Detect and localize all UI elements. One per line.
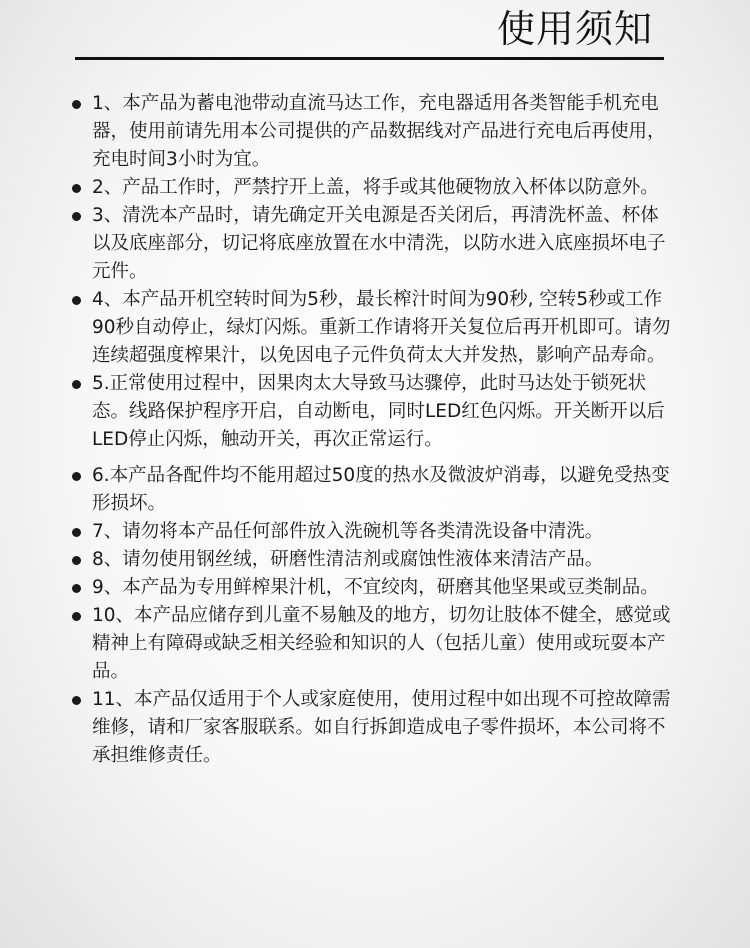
notice-text: 2、产品工作时，严禁拧开上盖，将手或其他硬物放入杯体以防意外。 [92, 177, 659, 198]
bullet-icon [72, 184, 81, 193]
notice-text: 9、本产品为专用鲜榨果汁机，不宜绞肉，研磨其他坚果或豆类制品。 [92, 577, 659, 598]
bullet-icon [72, 556, 81, 565]
bullet-icon [72, 612, 81, 621]
notice-item-10 [70, 602, 675, 686]
notice-text: 3、清洗本产品时，请先确定开关电源是否关闭后，再清洗杯盖、杯体以及底座部分，切记将底座放置在水中清洗，以防水进入底座损坏电子元件。 [92, 205, 666, 282]
title-divider [75, 57, 664, 60]
notice-text: 7、请勿将本产品任何部件放入洗碗机等各类清洗设备中清洗。 [92, 521, 604, 542]
bullet-icon [72, 380, 81, 389]
notice-item-3 [70, 202, 675, 286]
notice-text: 1、本产品为蓄电池带动直流马达工作，充电器适用各类智能手机充电器，使用前请先用本公司提供的产品数据线对产品进行充电后再使用，充电时间3小时为宜。 [92, 93, 666, 170]
bullet-icon [72, 472, 81, 481]
notice-item-4 [70, 286, 675, 370]
notice-item-11 [70, 686, 675, 770]
page-title: 使用须知 [496, 7, 653, 51]
bullet-icon [72, 584, 81, 593]
bullet-icon [72, 100, 81, 109]
notice-text: 10、本产品应储存到儿童不易触及的地方，切勿让肢体不健全，感觉或精神上有障碍或缺乏相关经验和知识的人（包括儿童）使用或玩耍本产品。 [92, 605, 671, 682]
notice-text: 8、请勿使用钢丝绒，研磨性清洁剂或腐蚀性液体来清洁产品。 [92, 549, 604, 570]
notice-item-9 [70, 574, 675, 602]
notice-item-2 [70, 174, 675, 202]
bullet-icon [72, 696, 81, 705]
notice-text: 6.本产品各配件均不能用超过50度的热水及微波炉消毒，以避免受热变形损坏。 [92, 465, 670, 514]
notice-item-8 [70, 546, 675, 574]
bullet-icon [72, 212, 81, 221]
bullet-icon [72, 528, 81, 537]
notice-text: 5.正常使用过程中，因果肉太大导致马达骤停，此时马达处于锁死状态。线路保护程序开启，自动断电，同时LED红色闪烁。开关断开以后LED停止闪烁，触动开关，再次正常运行。 [92, 373, 665, 450]
notice-text: 11、本产品仅适用于个人或家庭使用，使用过程中如出现不可控故障需维修，请和厂家客服联系。如自行拆卸造成电子零件损坏，本公司将不承担维修责任。 [92, 689, 671, 766]
notice-text: 4、本产品开机空转时间为5秒，最长榨汁时间为90秒, 空转5秒或工作90秒自动停止，绿灯闪烁。重新工作请将开关复位后再开机即可。请勿连续超强度榨果汁，以免因电子元件负荷太大并发热，影响产品寿命。 [92, 289, 671, 366]
notice-item-6 [70, 462, 675, 518]
notice-item-7 [70, 518, 675, 546]
bullet-icon [72, 296, 81, 305]
notice-list [70, 90, 675, 770]
notice-item-5 [70, 370, 675, 454]
notice-item-1 [70, 90, 675, 174]
